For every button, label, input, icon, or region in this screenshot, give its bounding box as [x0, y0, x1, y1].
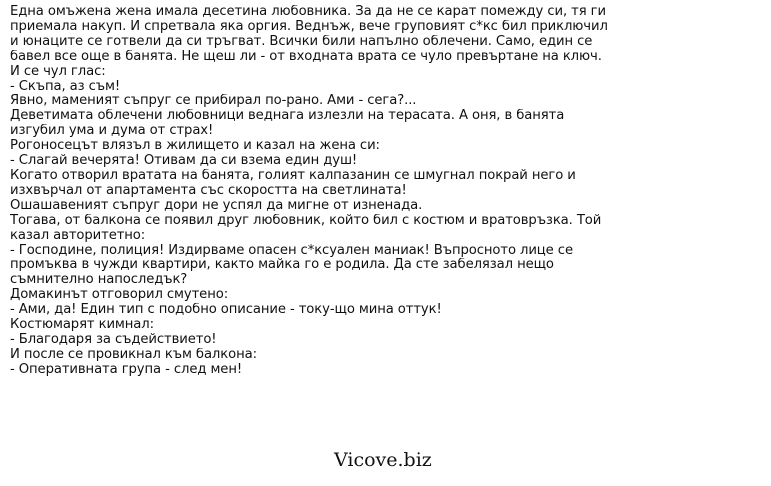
text-line: И се чул глас: [10, 64, 106, 79]
text-line: казал авторитетно: [10, 228, 146, 243]
text-line: Домакинът отговорил смутено: [10, 288, 229, 303]
text-line: - Оперативната група - след мен! [10, 362, 243, 377]
text-line: - Ами, да! Един тип с подобно описание - току-що мина оттук! [10, 303, 442, 318]
joke-text [10, 5, 765, 378]
text-line: Явно, мамeният съпруг се прибирал по-рано. Ами - сега?... [10, 94, 417, 109]
text-line: бавел все още в банята. Не щеш ли - от входната врата се чуло превъртане на ключ. [10, 49, 602, 64]
text-line: - Господине, полиция! Издирваме опасен с*ксуален маниак! Въпросното лице се [10, 243, 573, 258]
text-line: приемала накуп. И спретвала яка оргия. Веднъж, вече груповият с*кс бил приключил [10, 19, 608, 34]
text-line: - Благодаря за съдействието! [10, 332, 217, 347]
text-line: Деветимата облечени любовници веднага излезли на терасата. А оня, в банята [10, 109, 565, 124]
text-line: И после се провикнал към балкона: [10, 347, 257, 362]
text-line: Една омъжена жена имала десетина любовника. За да не се карат помежду си, тя ги [10, 5, 606, 19]
site-watermark: Vicove.biz [334, 449, 432, 471]
text-line: съмнително напоследък? [10, 273, 188, 288]
text-line: Когато отворил вратата на банята, голият калпазанин се шмугнал покрай него и [10, 168, 576, 183]
text-line: промъква в чужди квартири, както майка го е родила. Да сте забелязал нещо [10, 258, 554, 273]
text-line: Тогава, от балкона се появил друг любовник, който бил с костюм и вратовръзка. Той [10, 213, 602, 228]
text-line: изхвърчал от апартамента със скоростта на светлината! [10, 183, 407, 198]
text-line: - Слагай вечерята! Отивам да си взема един душ! [10, 154, 358, 169]
text-line: Ошашавеният съпруг дори не успял да мигне от изненада. [10, 198, 423, 213]
text-line: изгубил ума и дума от страх! [10, 124, 214, 139]
text-line: Рогоносецът влязъл в жилището и казал на жена си: [10, 139, 380, 154]
text-line: и юнаците се готвели да си тръгват. Всички били напълно облечени. Само, един се [10, 34, 593, 49]
text-line: - Скъпа, аз съм! [10, 79, 121, 94]
text-line: Костюмарят кимнал: [10, 318, 154, 333]
